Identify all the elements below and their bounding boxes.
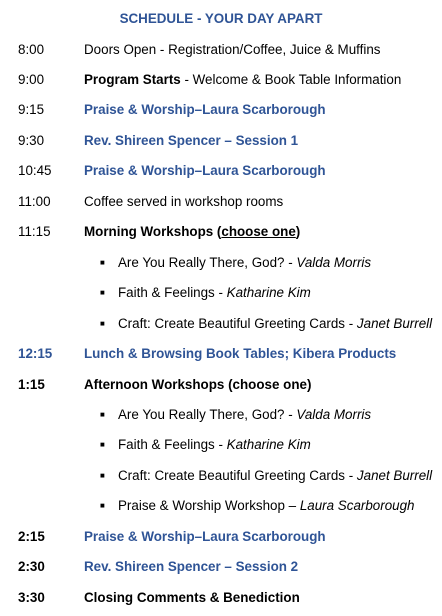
workshop-presenter: Janet Burrell: [356, 468, 433, 483]
workshop-description: [118, 284, 311, 302]
workshop-item: [0, 254, 442, 272]
workshop-title: Faith & Feelings: [118, 437, 215, 452]
workshop-separator: -: [284, 407, 297, 422]
choose-one-label: choose one: [221, 224, 296, 239]
schedule-description: Praise & Worship–Laura Scarborough: [84, 529, 326, 544]
workshop-separator: -: [345, 316, 357, 331]
square-bullet-icon: ■: [100, 258, 105, 267]
workshops-label: Morning Workshops (: [84, 224, 222, 239]
workshop-separator: -: [214, 437, 227, 452]
workshop-title: Praise & Worship Workshop: [118, 498, 285, 513]
schedule-time: 11:00: [18, 194, 51, 209]
schedule-time: 8:00: [18, 42, 45, 57]
square-bullet-icon: ■: [100, 471, 105, 480]
schedule-row: [0, 558, 442, 576]
workshop-description: [118, 406, 371, 424]
schedule-time: 9:30: [18, 133, 45, 148]
workshop-title: Craft: Create Beautiful Greeting Cards: [118, 316, 346, 331]
schedule-time: 3:30: [18, 590, 45, 605]
square-bullet-icon: ■: [100, 288, 105, 297]
schedule-row: [0, 71, 442, 89]
schedule-title: SCHEDULE - YOUR DAY APART: [119, 11, 323, 26]
workshop-presenter: Janet Burrell: [356, 316, 433, 331]
workshop-item: [0, 406, 442, 424]
schedule-time: 10:45: [18, 163, 52, 178]
schedule-time: 11:15: [18, 224, 51, 239]
schedule-description: Rev. Shireen Spencer – Session 1: [84, 133, 299, 148]
workshop-description: [118, 497, 415, 515]
workshop-item: [0, 436, 442, 454]
schedule-row: [0, 132, 442, 150]
schedule-row: [0, 162, 442, 180]
workshop-title: Are You Really There, God?: [118, 407, 285, 422]
schedule-row: [0, 193, 442, 211]
schedule-description: Afternoon Workshops (choose one): [84, 377, 312, 392]
schedule-time: 2:15: [18, 529, 45, 544]
square-bullet-icon: ■: [100, 410, 105, 419]
workshop-presenter: Laura Scarborough: [299, 498, 415, 513]
schedule-row: [0, 589, 442, 607]
schedule-description: [84, 223, 300, 241]
square-bullet-icon: ■: [100, 440, 105, 449]
program-starts-detail: - Welcome & Book Table Information: [180, 72, 402, 87]
schedule-description: Doors Open - Registration/Coffee, Juice & Muffins: [84, 42, 381, 57]
schedule-description: Rev. Shireen Spencer – Session 2: [84, 559, 299, 574]
workshop-description: [118, 467, 432, 485]
workshop-separator: –: [284, 498, 300, 513]
workshop-separator: -: [284, 255, 297, 270]
schedule-description: Closing Comments & Benediction: [84, 590, 300, 605]
schedule-description: Lunch & Browsing Book Tables; Kibera Products: [84, 346, 397, 361]
workshop-item: [0, 284, 442, 302]
schedule-description: Praise & Worship–Laura Scarborough: [84, 163, 326, 178]
schedule-description: Praise & Worship–Laura Scarborough: [84, 102, 326, 117]
workshop-separator: -: [345, 468, 357, 483]
workshops-label-close: ): [295, 224, 301, 239]
workshop-description: [118, 436, 311, 454]
square-bullet-icon: ■: [100, 501, 105, 510]
schedule-row: [0, 223, 442, 241]
workshop-presenter: Valda Morris: [296, 407, 372, 422]
workshop-separator: -: [214, 285, 227, 300]
workshop-item: [0, 467, 442, 485]
schedule-time: 2:30: [18, 559, 45, 574]
schedule-row: [0, 101, 442, 119]
schedule-time: 9:00: [18, 72, 45, 87]
workshop-description: [118, 315, 432, 333]
schedule-row: [0, 41, 442, 59]
workshop-presenter: Valda Morris: [296, 255, 372, 270]
workshop-description: [118, 254, 371, 272]
program-starts-label: Program Starts: [84, 72, 181, 87]
schedule-description: [84, 71, 401, 89]
workshop-item: [0, 497, 442, 515]
schedule-time: 12:15: [18, 346, 53, 361]
schedule-row: [0, 528, 442, 546]
square-bullet-icon: ■: [100, 319, 105, 328]
workshop-item: [0, 315, 442, 333]
workshop-presenter: Katharine Kim: [226, 437, 311, 452]
workshop-title: Are You Really There, God?: [118, 255, 285, 270]
workshop-title: Faith & Feelings: [118, 285, 215, 300]
schedule-time: 9:15: [18, 102, 45, 117]
schedule-description: Coffee served in workshop rooms: [84, 194, 284, 209]
workshop-presenter: Katharine Kim: [226, 285, 311, 300]
schedule-time: 1:15: [18, 377, 45, 392]
workshop-title: Craft: Create Beautiful Greeting Cards: [118, 468, 346, 483]
schedule-row: [0, 376, 442, 394]
schedule-row: [0, 345, 442, 363]
